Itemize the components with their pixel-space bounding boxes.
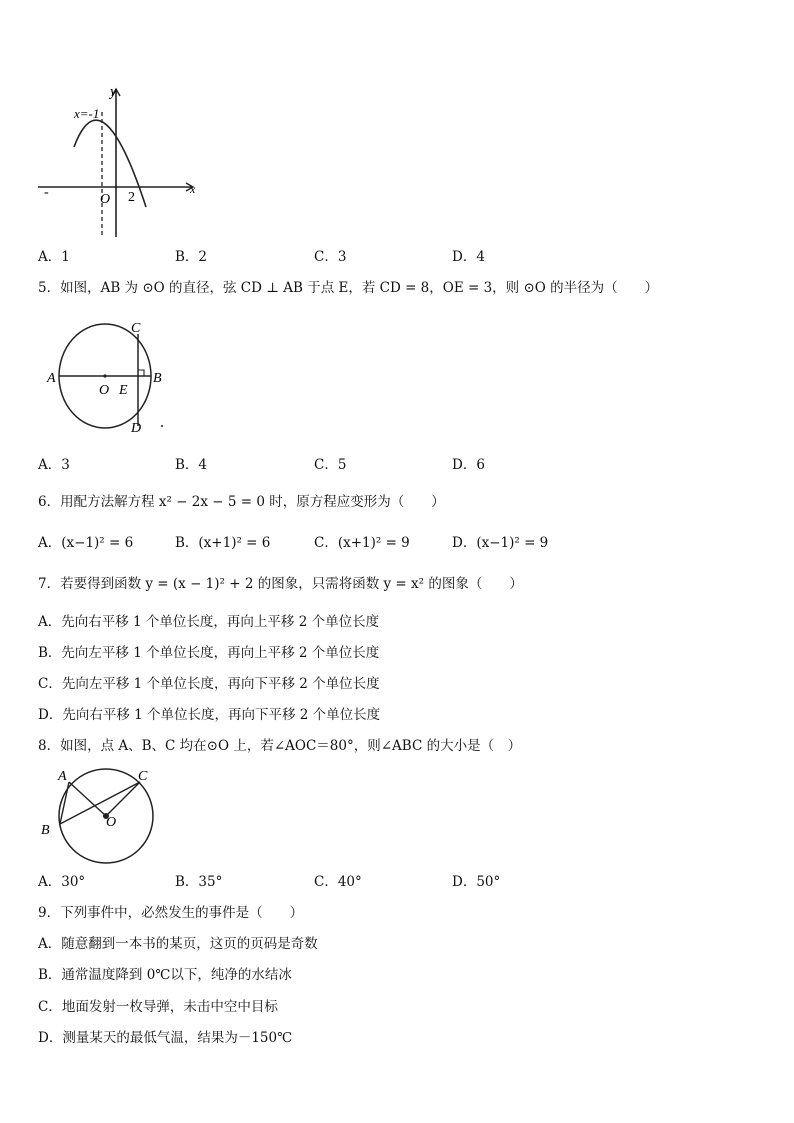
q8-option-c[interactable]: C．40° [314,874,362,890]
label-o: O [106,815,117,830]
label-b: B [153,371,162,386]
q4-option-b[interactable]: B．2 [175,249,208,265]
label-origin: O [100,192,111,207]
label-a: A [58,769,67,784]
circle-chord-figure [44,316,184,438]
label-two: 2 [128,190,135,205]
q6-option-c[interactable]: C．(x+1)² = 9 [314,535,410,551]
q5-option-b[interactable]: B．4 [175,457,208,473]
q7-stem: 7．若要得到函数 y = (x − 1)² + 2 的图象，只需将函数 y = x² 的图象（ ） [38,576,523,592]
label-b: B [41,823,50,838]
q7-option-a[interactable]: A．先向右平移 1 个单位长度，再向上平移 2 个单位长度 [38,614,380,630]
label-y: y [110,84,117,100]
q8-option-b[interactable]: B．35° [175,874,223,890]
label-o: O [99,383,110,398]
q6-stem: 6．用配方法解方程 x² − 2x − 5 = 0 时，原方程应变形为（ ） [38,494,445,510]
q8-option-d[interactable]: D．50° [452,874,501,890]
label-c: C [131,321,141,336]
right-angle-mark [138,370,144,376]
chord-bc [60,782,140,824]
radius-oa [69,782,106,816]
q5-option-a[interactable]: A．3 [38,457,70,473]
stray-dot [161,425,163,427]
q9-option-a[interactable]: A．随意翻到一本书的某页，这页的页码是奇数 [38,936,318,952]
radius-oc [106,782,140,816]
q9-option-d[interactable]: D．测量某天的最低气温，结果为－150℃ [38,1030,293,1046]
q9-option-b[interactable]: B．通常温度降到 0℃以下，纯净的水结冰 [38,967,292,983]
q6-option-d[interactable]: D．(x−1)² = 9 [452,535,549,551]
q9-option-c[interactable]: C．地面发射一枚导弹，未击中空中目标 [38,999,278,1015]
q5-option-d[interactable]: D．6 [452,457,485,473]
q8-stem: 8．如图，点 A、B、C 均在⊙O 上，若∠AOC＝80°，则∠ABC 的大小是（ ） [38,738,522,754]
q8-option-a[interactable]: A．30° [38,874,86,890]
q7-option-c[interactable]: C．先向左平移 1 个单位长度，再向下平移 2 个单位长度 [38,676,380,692]
q5-stem: 5．如图，AB 为 ⊙O 的直径，弦 CD ⊥ AB 于点 E，若 CD = 8，OE = 3，则 ⊙O 的半径为（ ） [38,280,659,296]
q5-option-c[interactable]: C．5 [314,457,347,473]
q9-stem: 9．下列事件中，必然发生的事件是（ ） [38,905,304,921]
label-d: D [131,421,142,436]
parabola-graph [30,82,205,242]
label-axis-eq: x=-1 [74,106,100,121]
q4-option-a[interactable]: A．1 [38,249,70,265]
center-dot [103,374,106,377]
label-x: x [190,182,196,196]
label-e: E [119,383,128,398]
q4-option-c[interactable]: C．3 [314,249,347,265]
q7-option-d[interactable]: D．先向右平移 1 个单位长度，再向下平移 2 个单位长度 [38,707,381,723]
q4-option-d[interactable]: D．4 [452,249,485,265]
label-c: C [138,769,148,784]
label-a: A [47,371,56,386]
q7-option-b[interactable]: B．先向左平移 1 个单位长度，再向上平移 2 个单位长度 [38,645,380,661]
q6-option-b[interactable]: B．(x+1)² = 6 [175,535,271,551]
inscribed-angle-figure [36,764,166,870]
label-minus: - [44,185,49,200]
q6-option-a[interactable]: A．(x−1)² = 6 [38,535,134,551]
